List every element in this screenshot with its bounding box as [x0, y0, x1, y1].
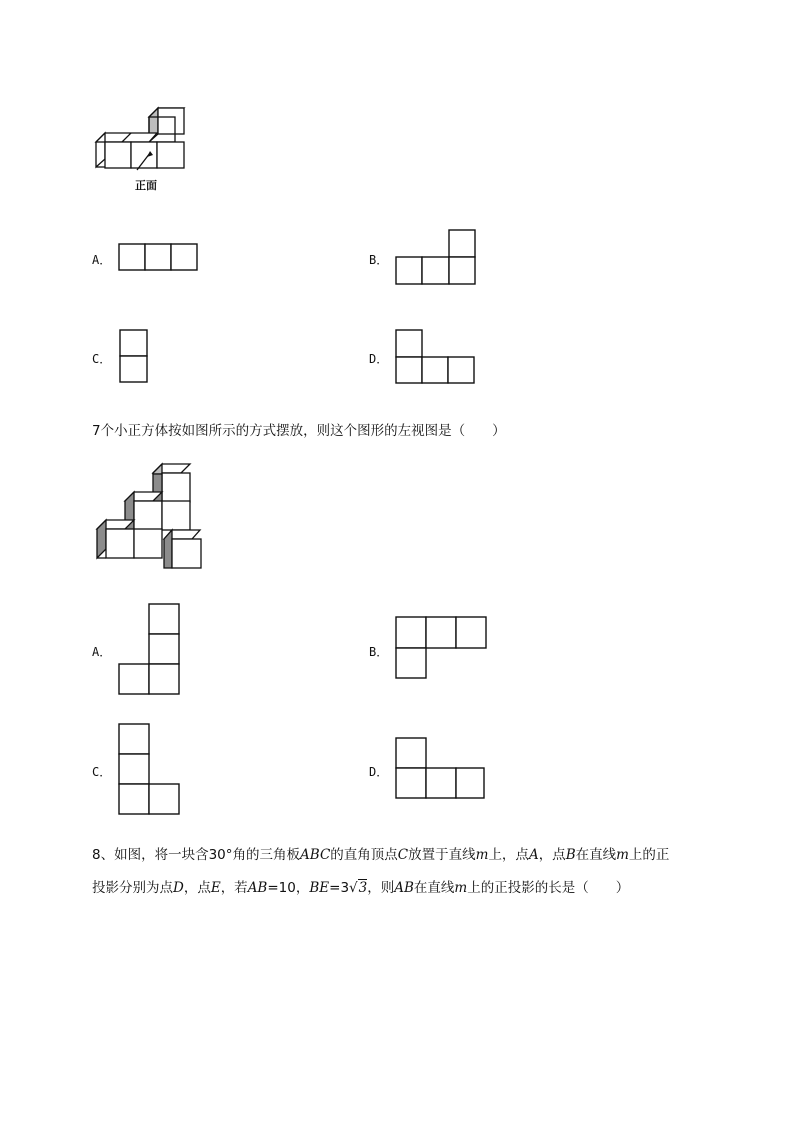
- front-label: 正面: [135, 179, 157, 192]
- q7-option-c-figure: [118, 723, 182, 817]
- q7-option-b-label[interactable]: B．: [369, 645, 389, 659]
- q7-option-a-label[interactable]: A．: [92, 645, 112, 659]
- q6-option-a-label[interactable]: A．: [92, 253, 112, 267]
- q7-text: 7个小正方体按如图所示的方式摆放，则这个图形的左视图是（ ）: [92, 423, 506, 439]
- q7-option-d-figure: [395, 737, 489, 801]
- q6-option-b-label[interactable]: B．: [369, 253, 389, 267]
- q8-line-2: 投影分别为点D，点E，若AB=10，BE=3√3，则AB在直线m上的正投影的长是（ ）: [92, 880, 630, 896]
- q7-option-a-figure: [118, 603, 182, 697]
- q7-option-b-figure: [395, 616, 489, 680]
- q6-option-d-label[interactable]: D．: [369, 352, 389, 366]
- q7-option-d-label[interactable]: D．: [369, 765, 389, 779]
- q8-number: 8、: [92, 847, 115, 863]
- q6-option-c-label[interactable]: C．: [92, 352, 112, 366]
- q8-line-1: 8、如图，将一块含30°角的三角板ABC的直角顶点C放置于直线m上，点A，点B在直线m上的正: [92, 847, 670, 863]
- sqrt-radicand: 3: [358, 880, 368, 896]
- q7-option-c-label[interactable]: C．: [92, 765, 112, 779]
- sqrt-icon: √: [349, 880, 358, 896]
